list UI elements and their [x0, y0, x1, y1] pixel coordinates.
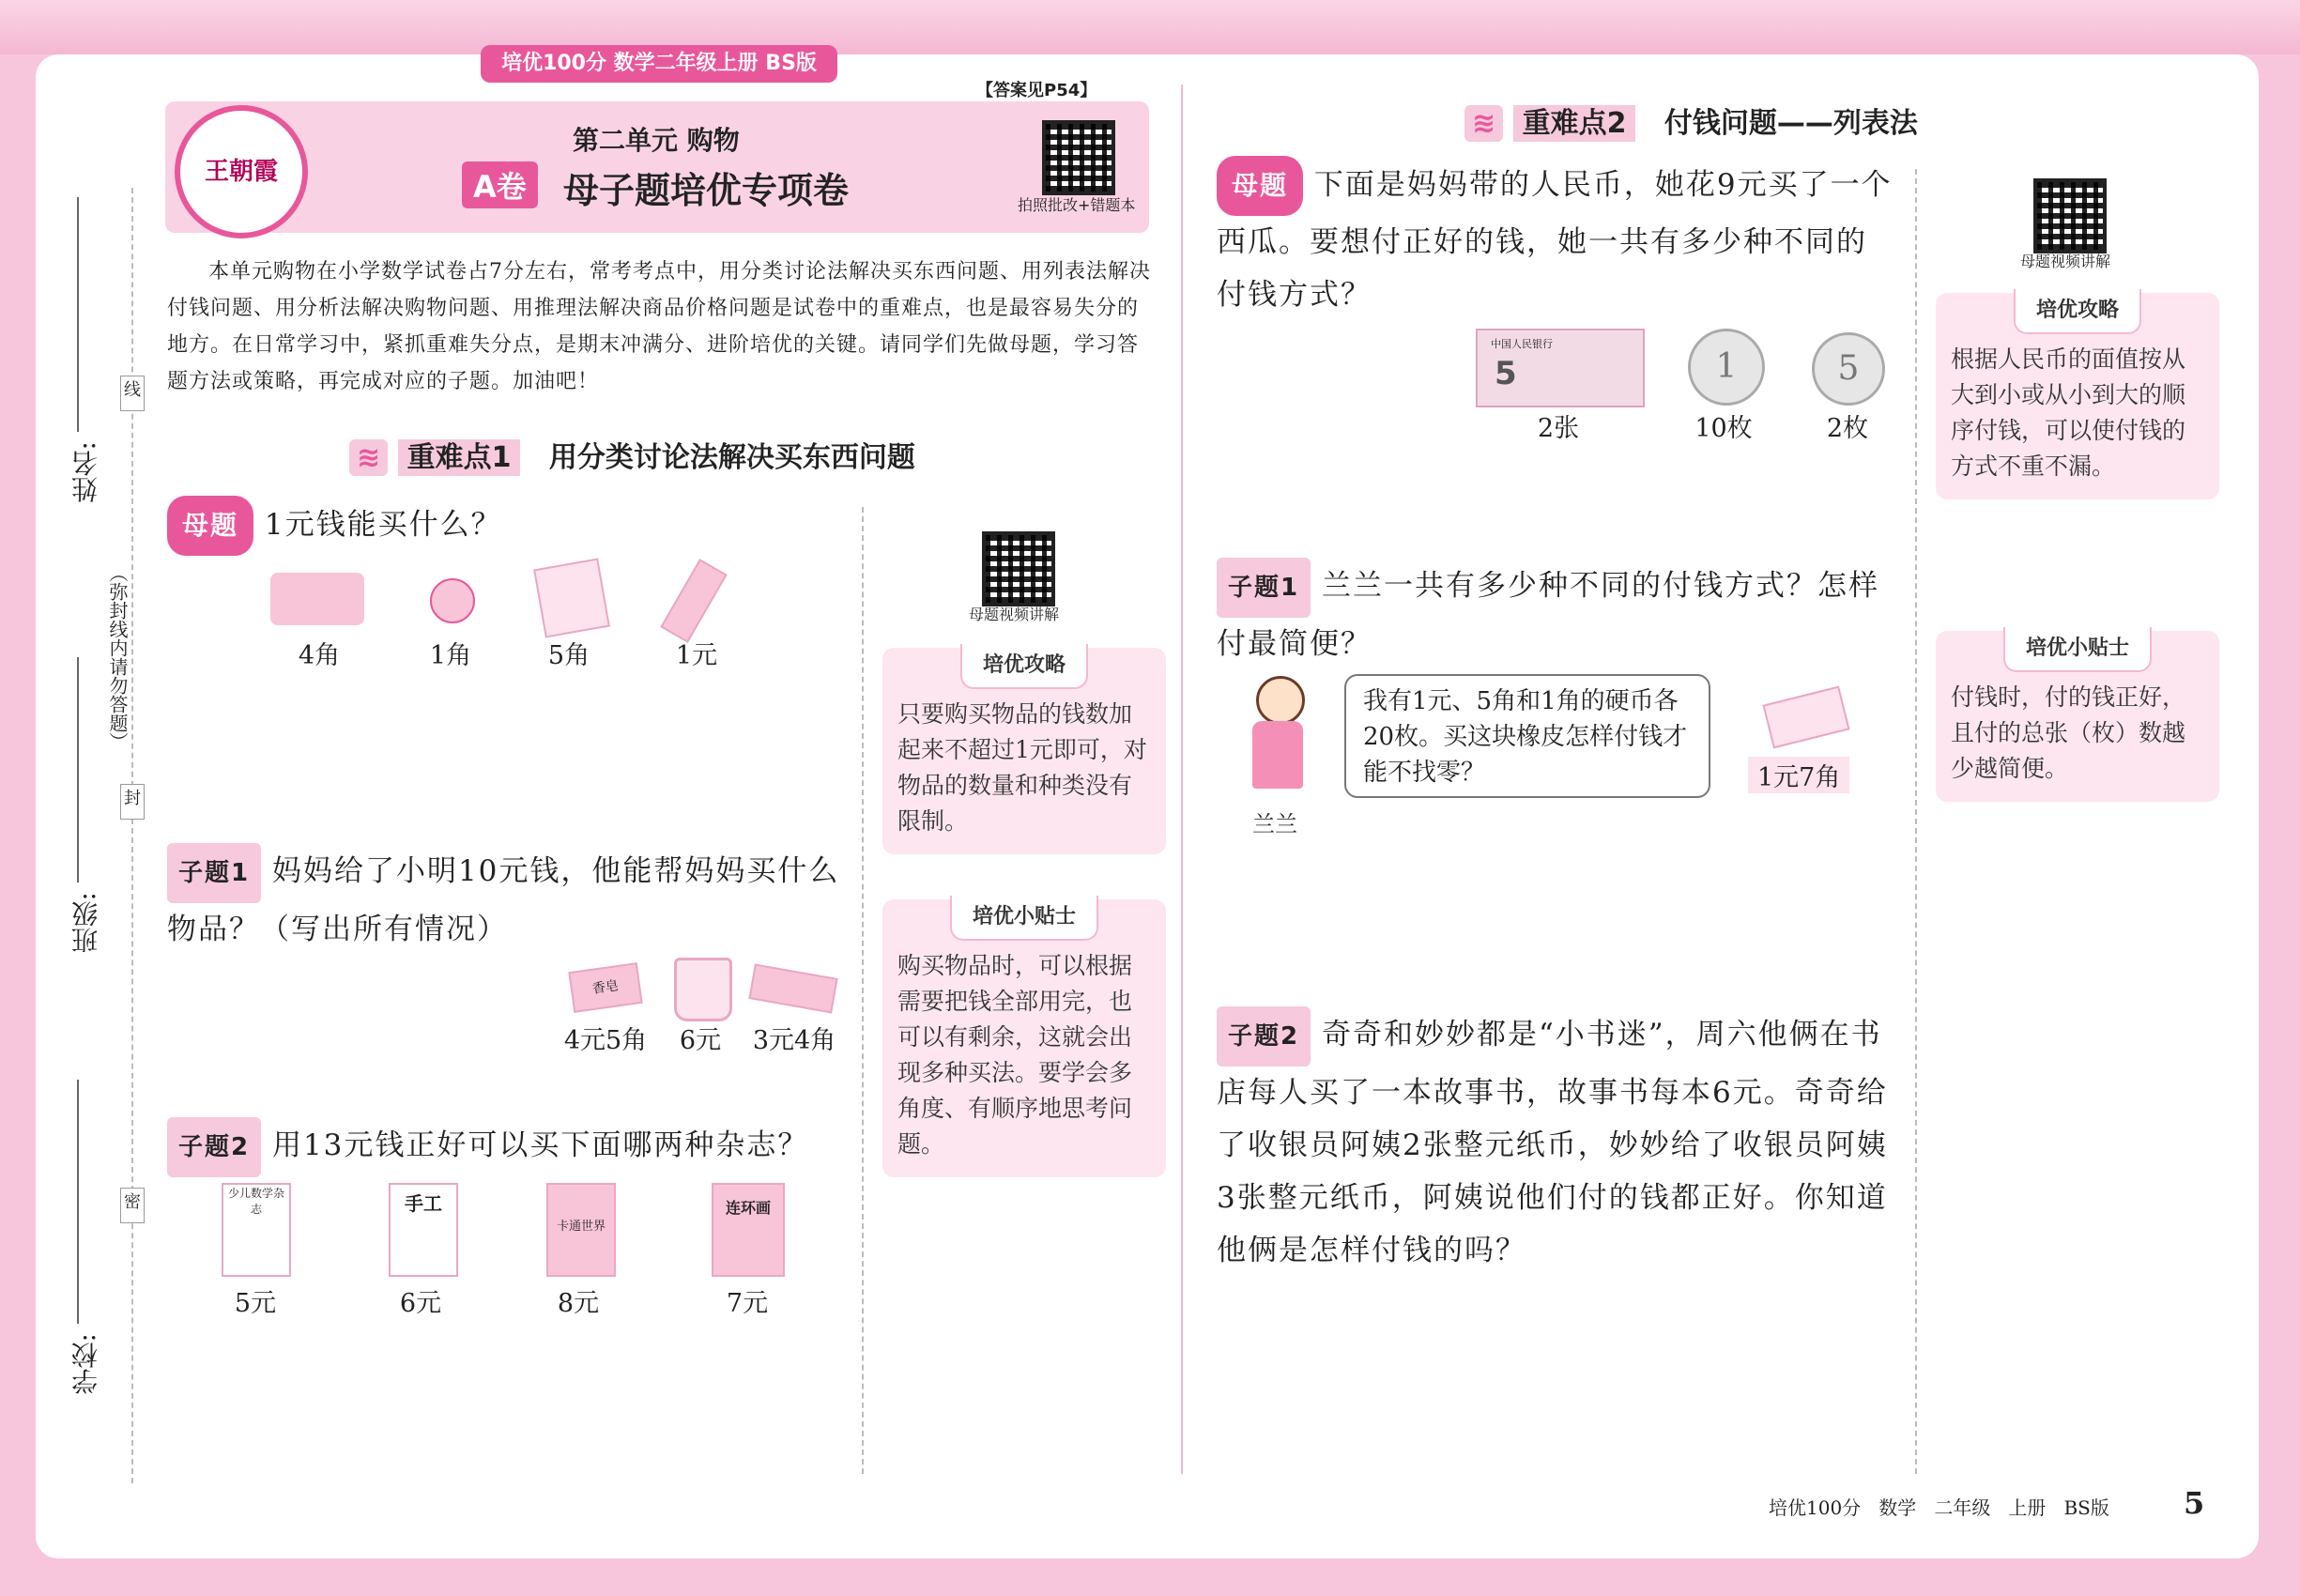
wave-icon: ≋: [349, 439, 388, 476]
name-blank: [77, 197, 79, 432]
coin-5-jiao-icon: 5: [1812, 332, 1885, 406]
binding-warning: （弥封线内请勿答题）: [105, 563, 131, 751]
seal-mark-line: 线: [120, 376, 145, 411]
s1-q2-price-1: 5元: [234, 1289, 277, 1318]
qr-caption: 拍照批改+错题本: [1018, 196, 1136, 214]
s1-mother-price-3: 5角: [547, 641, 590, 670]
banknote-5-yuan-icon: [1476, 329, 1645, 407]
chocolate-icon: [270, 573, 364, 625]
s1-q2-price-2: 6元: [399, 1289, 442, 1318]
s2-money-count-1: 2张: [1537, 414, 1580, 443]
section1-heading: [349, 434, 915, 476]
s2-qr-caption: 母题视频讲解: [2020, 253, 2111, 270]
name-label: 姓名:: [70, 441, 101, 503]
brand-logo: 王朝霞: [175, 105, 308, 238]
s1-mother-price-1: 4角: [298, 641, 341, 670]
section1-tag: 重难点1: [398, 439, 521, 476]
section2-title: 付钱问题——列表法: [1664, 107, 1918, 140]
s1-tips-strategy-title: 培优攻略: [960, 644, 1088, 689]
button-icon: [430, 578, 475, 623]
s2-q2: [1217, 1006, 1893, 1277]
s1-tips-hint: [882, 899, 1166, 1177]
girl-lanlan-icon: [1245, 676, 1311, 798]
notebook-icon: [533, 558, 610, 637]
class-blank: [77, 657, 79, 882]
s2-tips-strategy: [1936, 293, 2219, 499]
school-label: 学校:: [70, 1333, 101, 1395]
magazine-cartoon-icon: 卡通世界: [546, 1183, 616, 1277]
page-center-divider: [1181, 84, 1183, 1474]
school-blank: [77, 1080, 79, 1324]
qr-code-icon[interactable]: [1042, 120, 1115, 195]
s1-q2-tag: 子题2: [167, 1117, 261, 1177]
column-divider-right: [1915, 169, 1917, 1474]
section2-heading: [1464, 100, 1918, 142]
s2-q1: [1217, 558, 1893, 670]
speech-bubble: 我有1元、5角和1角的硬币各20枚。买这块橡皮怎样付钱才能不找零？: [1344, 674, 1710, 798]
unit-title: 第二单元 购物: [573, 125, 740, 156]
s1-q1-tag: 子题1: [167, 843, 261, 903]
s2-q1-tag: 子题1: [1217, 558, 1311, 618]
intro-paragraph: 本单元购物在小学数学试卷占7分左右，常考考点中，用分类讨论法解决买东西问题、用列表法解决付钱问题、用分析法解决购物问题、用推理法解决商品价格问题是试卷中的重难点，也是最容易失分的地方。在日常学习中，紧抓重难失分点，是期末冲满分、进阶培优的关键。请同学们先做母题，学习答题方法或策略，再完成对应的子题。加油吧！: [167, 260, 1152, 393]
s1-q2-price-4: 7元: [726, 1289, 769, 1318]
girl-name: 兰兰: [1252, 811, 1297, 837]
banknote-text: 中国人民银行: [1491, 338, 1553, 350]
magazine-craft-icon: 手工: [389, 1183, 458, 1277]
s2-tips-hint-title: 培优小贴士: [2003, 627, 2152, 672]
eraser-price: 1元7角: [1748, 757, 1849, 793]
soap-icon: 香皂: [568, 962, 642, 1013]
cup-icon: [674, 958, 732, 1021]
s1-tips-hint-title: 培优小贴士: [950, 896, 1098, 941]
s2-tips-strategy-title: 培优攻略: [2014, 289, 2141, 334]
s1-mother-question: [167, 496, 502, 556]
s1-q2-price-3: 8元: [557, 1289, 600, 1318]
wave-icon: ≋: [1464, 105, 1503, 142]
s1-q2: [167, 1117, 843, 1177]
section2-tag: 重难点2: [1513, 105, 1636, 142]
page-number: 5: [2184, 1485, 2205, 1521]
top-band: [0, 0, 2300, 54]
s1-tips-strategy-text: 只要购买物品的钱数加起来不超过1元即可，对物品的数量和种类没有限制。: [897, 700, 1147, 835]
series-header: 培优100分 数学二年级上册 BS版: [481, 45, 837, 83]
s2-tips-strategy-text: 根据人民币的面值按从大到小或从小到大的顺序付钱，可以使付钱的方式不重不漏。: [1951, 345, 2186, 480]
paper-tag: A卷: [462, 161, 538, 208]
s1-q1: [167, 843, 843, 956]
s1-q1-price-1: 4元5角: [563, 1026, 648, 1055]
s1-mother-text: 1元钱能买什么？: [264, 508, 502, 542]
s1-qr-caption: 母题视频讲解: [969, 606, 1060, 623]
s1-tips-hint-text: 购买物品时，可以根据需要把钱全部用完，也可以有剩余，这就会出现多种买法。要学会多角度、有顺序地思考问题。: [897, 952, 1133, 1158]
answer-reference: 【答案见P54】: [976, 81, 1097, 100]
s1-mother-price-4: 1元: [675, 641, 718, 670]
seal-mark-fold: 密: [120, 1188, 145, 1223]
s1-q1-price-2: 6元: [679, 1026, 722, 1055]
s1-q1-price-3: 3元4角: [752, 1026, 836, 1055]
magazine-math-icon: 少儿数学杂志: [222, 1183, 291, 1277]
s1-mother-tag: 母题: [167, 496, 253, 556]
s1-q2-text: 用13元钱正好可以买下面哪两种杂志？: [271, 1128, 809, 1162]
s2-mother-question: [1217, 156, 1893, 321]
s2-money-count-2: 10枚: [1694, 414, 1753, 443]
seal-mark-seal: 封: [120, 784, 145, 820]
s2-mother-tag: 母题: [1217, 156, 1303, 216]
s1-mother-price-2: 1角: [429, 641, 472, 670]
s2-money-count-3: 2枚: [1826, 414, 1869, 443]
s1-tips-strategy: [882, 648, 1166, 854]
s2-tips-hint: [1936, 631, 2219, 802]
s2-tips-hint-text: 付钱时，付的钱正好，且付的总张（枚）数越少越简便。: [1951, 683, 2186, 782]
class-label: 班级:: [70, 892, 101, 954]
coin-1-yuan-icon: 1: [1688, 329, 1765, 406]
footer-text: 培优100分 数学 二年级 上册 BS版: [1769, 1496, 2109, 1519]
paper-title: 母子题培优专项卷: [563, 170, 850, 211]
s1-q1-text: 妈妈给了小明10元钱，他能帮妈妈买什么物品？（写出所有情况）: [167, 854, 840, 946]
qr-code-icon[interactable]: [982, 531, 1055, 606]
qr-code-icon[interactable]: [2033, 178, 2107, 253]
s2-q2-text: 奇奇和妙妙都是“小书迷”，周六他俩在书店每人买了一本故事书，故事书每本6元。奇奇给了收银员阿姨2张整元纸币，妙妙给了收银员阿姨3张整元纸币，阿姨说他们付的钱都正好。你知道他俩是怎样付钱的吗？: [1217, 1018, 1888, 1267]
s2-q1-text: 兰兰一共有多少种不同的付钱方式？怎样付最简便？: [1217, 569, 1879, 661]
banknote-value: 5: [1495, 355, 1517, 392]
section1-title: 用分类讨论法解决买东西问题: [548, 441, 915, 474]
s2-q2-tag: 子题2: [1217, 1006, 1311, 1067]
s2-mother-text: 下面是妈妈带的人民币，她花9元买了一个西瓜。要想付正好的钱，她一共有多少种不同的付钱方式？: [1217, 168, 1893, 312]
column-divider-left: [862, 507, 864, 1474]
magazine-comic-icon: 连环画: [712, 1183, 785, 1277]
